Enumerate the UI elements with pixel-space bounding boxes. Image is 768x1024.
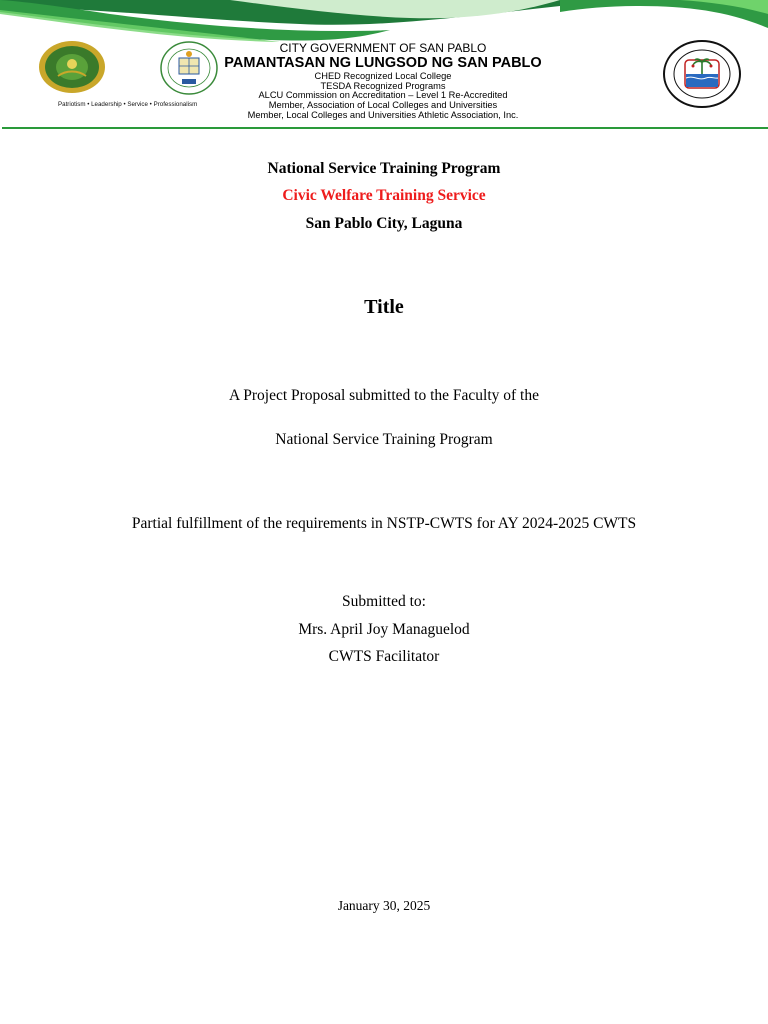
- fulfillment-line: Partial fulfillment of the requirements in NSTP-CWTS for AY 2024-2025 CWTS: [131, 515, 637, 532]
- header-divider: [2, 127, 768, 129]
- facilitator-name: Mrs. April Joy Managuelod: [298, 621, 470, 638]
- recognition-line-alcu: ALCU Commission on Accreditation – Level 1 Re-Accredited: [258, 90, 508, 100]
- recognition-line-ched: CHED Recognized Local College: [314, 71, 452, 81]
- membership-line-alcu: Member, Association of Local Colleges and Universities: [268, 100, 498, 110]
- program-heading: National Service Training Program: [267, 160, 501, 177]
- membership-line-luaa: Member, Local Colleges and Universities Athletic Association, Inc.: [247, 110, 519, 120]
- document-title: Title: [364, 296, 404, 318]
- place-heading: San Pablo City, Laguna: [305, 215, 463, 232]
- submission-date: January 30, 2025: [337, 898, 431, 913]
- nstp-seal-icon: [38, 40, 106, 94]
- proposal-line-2: National Service Training Program: [275, 431, 493, 448]
- school-name-heading: PAMANTASAN NG LUNGSOD NG SAN PABLO: [224, 55, 542, 71]
- facilitator-role: CWTS Facilitator: [328, 648, 440, 665]
- proposal-line-1: A Project Proposal submitted to the Faculty of the: [229, 387, 539, 404]
- city-government-heading: CITY GOVERNMENT OF SAN PABLO: [279, 41, 487, 55]
- recognition-line-tesda: TESDA Recognized Programs: [320, 81, 446, 91]
- motto-text: Patriotism • Leadership • Service • Professionalism: [58, 101, 198, 108]
- submitted-to-label: Submitted to:: [342, 593, 426, 610]
- city-seal-icon: [663, 40, 741, 108]
- component-heading: Civic Welfare Training Service: [282, 187, 486, 204]
